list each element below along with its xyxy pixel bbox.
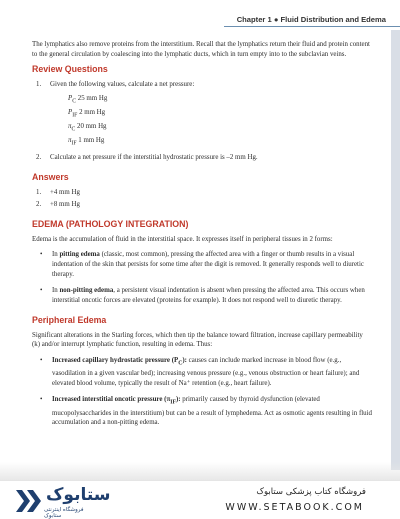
pressure-list <box>50 94 372 149</box>
pressure-item: $P_{IF}$ 2 mm Hg <box>68 108 106 119</box>
peripheral-bullet: • Increased interstitial oncotic pressure $(\pi_{IF})$: primarily caused by thyroid dysfunction (elevated mucopolysaccharides in the interstitium) but can be a result of lymphedema. Act as osmotic agents resulting in fluid accumulation and a non-pitting edema. <box>40 396 372 427</box>
intro-paragraph: The lymphatics also remove proteins from the interstitium. Recall that the lymphatics return their fluid and protein content to the general circulation by coalescing into the lymphatic ducts, which in turn empty into to the subclavian veins. <box>32 41 370 58</box>
footer-fade <box>0 462 400 480</box>
review-item: 1. Given the following values, calculate a net pressure: $P_C$ 25 mm Hg $P_{IF}$ 2 mm Hg $\pi_C$ 20 mm Hg $\pi_{IF}$ 1 mm Hg <box>32 80 372 149</box>
page-header <box>0 0 400 30</box>
logo-text: ستابوک <box>46 485 111 505</box>
store-title: فروشگاه کتاب پزشکی ستابوک <box>256 487 366 497</box>
review-heading: Review Questions <box>32 64 108 75</box>
watermark-footer <box>0 480 400 519</box>
pressure-item: $\pi_{IF}$ 1 mm Hg <box>68 137 105 147</box>
answers-heading: Answers <box>32 171 69 182</box>
edema-bullet: • In pitting edema (classic, most common), pressing the affected area with a finger or thumb results in a visual indentation of the skin that persists for some time after the digit is removed. It generally responds well to diuretic therapy. <box>40 251 364 278</box>
page-content <box>32 40 372 435</box>
review-item: 2. Calculate a net pressure if the interstitial hydrostatic pressure is –2 mm Hg. <box>36 154 258 162</box>
chapter-title: Chapter 1 ● Fluid Distribution and Edema <box>236 15 386 24</box>
side-strip <box>391 30 400 470</box>
peripheral-bullets <box>32 356 372 428</box>
peripheral-bullet: • Increased capillary hydrostatic pressure $(P_C)$: causes can include marked increase in blood flow (e.g., vasodilation in a given vascular bed); increasing venous pressure (e.g., venous obstruction or heart failure); and elevated blood volume, typically the result of Na⁺ retention (e.g., heart failure). <box>40 356 360 387</box>
logo-subtext: فروشگاه اینترنتی ستابوک <box>44 507 84 519</box>
edema-bullets <box>32 250 372 306</box>
store-url-link[interactable]: WWW.SETABOOK.COM <box>225 502 364 513</box>
chevron-logo-icon <box>16 490 42 512</box>
review-list <box>32 80 372 163</box>
edema-heading: EDEMA (PATHOLOGY INTEGRATION) <box>32 218 189 229</box>
pressure-item: $\pi_C$ 20 mm Hg <box>68 122 107 133</box>
peripheral-intro: Significant alterations in the Starling forces, which then tip the balance toward filtration, increase capillary permeability (k) and/or interrupt lymphatic function, resulting in edema. Thus: <box>32 331 363 349</box>
peripheral-heading: Peripheral Edema <box>32 314 107 325</box>
store-logo[interactable] <box>16 485 111 519</box>
answers-list <box>32 188 372 210</box>
edema-intro: Edema is the accumulation of fluid in the interstitial space. It expresses itself in peripheral tissues in 2 forms: <box>32 235 333 243</box>
answer-item: 2. +8 mm Hg <box>36 201 80 209</box>
answer-item: 1. +4 mm Hg <box>36 188 80 196</box>
header-rule <box>224 26 400 27</box>
pressure-item: $P_C$ 25 mm Hg <box>68 94 108 105</box>
edema-bullet: • In non-pitting edema, a persistent visual indentation is absent when pressing the affected area. This occurs when interstitial oncotic forces are elevated (proteins for example). It does not respond well to diuretic therapy. <box>40 287 365 305</box>
